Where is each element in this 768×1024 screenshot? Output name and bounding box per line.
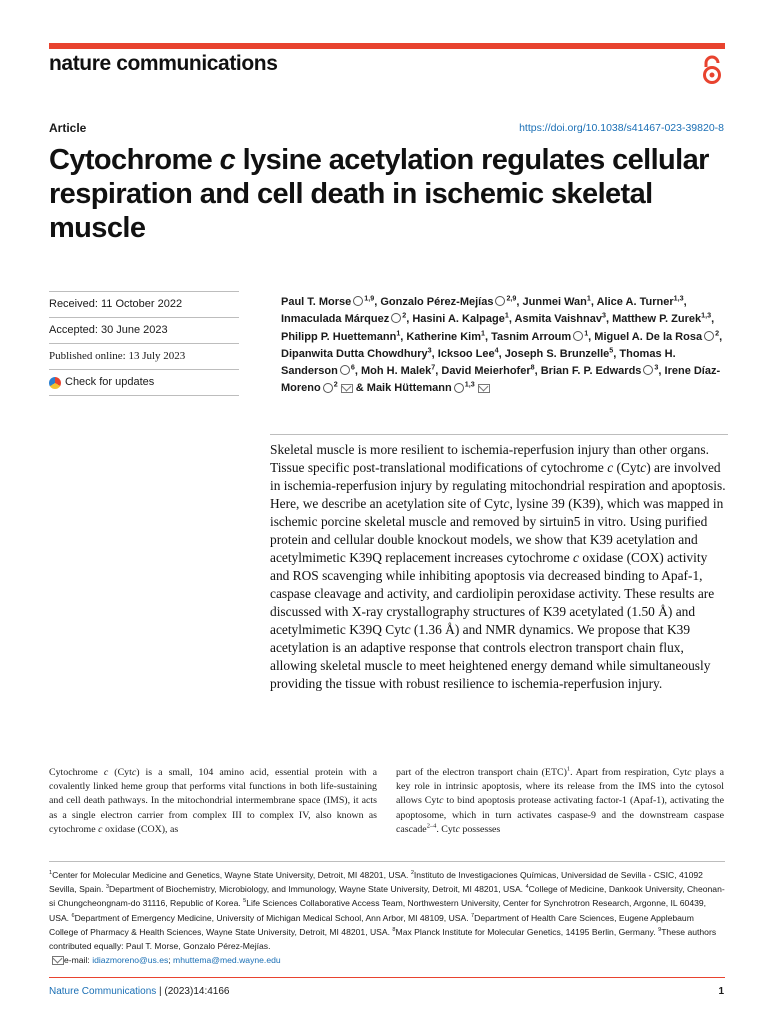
received-date: Received: 11 October 2022 [49, 291, 239, 317]
abstract-text: c [404, 622, 411, 637]
affiliation-text: Department of Health Care Sciences, Eugene Applebaum College of Pharmacy & Health Sciences, Wayne State University, Detroit, MI 48201, USA. [49, 912, 694, 937]
affiliations-footnotes [49, 861, 725, 967]
mail-icon[interactable] [478, 384, 490, 393]
orcid-icon[interactable] [323, 383, 333, 393]
author-name[interactable]: Irene Díaz-Moreno [281, 365, 721, 395]
author-affiliation-marker: 2,9 [506, 294, 517, 303]
affiliation-text: These authors contributed equally: Paul T. Morse, Gonzalo Pérez-Mejías. [49, 926, 717, 952]
author-name[interactable]: Alice A. Turner [596, 296, 674, 308]
affiliation-number: 1 [49, 870, 53, 877]
author-name[interactable]: Maik Hüttemann [366, 382, 452, 395]
author-affiliation-marker: 1 [504, 311, 509, 320]
author-affiliation-marker: 1,3 [673, 294, 684, 303]
author-name[interactable]: Brian F. P. Edwards [540, 365, 642, 378]
author-name[interactable]: Icksoo Lee [437, 347, 495, 360]
check-updates-label: Check for updates [65, 376, 155, 388]
abstract [270, 434, 728, 693]
body-text: (Cyt [108, 767, 132, 778]
body-text: plays a key role in intrinsic apoptosis, where its release from the IMS into the cytosol allows Cyt [396, 767, 724, 807]
author-affiliation-marker: 7 [431, 363, 436, 372]
abstract-text: (1.36 Å) and NMR dynamics. We propose that K39 acetylation is an adaptive response that controls electron transport chain flux, allowing skeletal muscle to meet heightened energy demand while simultaneously providing the tissue with robust resilience to ischemia-reperfusion injury. [270, 622, 711, 691]
orcid-icon[interactable] [454, 383, 464, 393]
author-affiliation-marker: 2 [333, 380, 338, 389]
affiliation-number: 5 [243, 898, 247, 905]
abstract-text: , lysine 39 (K39), which was mapped in ischemic porcine skeletal muscle and removed by sirtuin5 in vitro. Using purified protein and cellular double knockout models, we show that K39 acetylation and acetylmimetic K39Q replacement increases cytochrome [270, 496, 724, 565]
affiliation-number: 9 [658, 926, 662, 933]
email-link[interactable]: mhuttema@med.wayne.edu [173, 955, 281, 966]
author-affiliation-marker: 3 [427, 346, 432, 355]
author-affiliation-marker: 1 [481, 328, 485, 337]
author-name[interactable]: David Meierhofer [441, 365, 531, 378]
author-name[interactable]: Joseph S. Brunzelle [504, 347, 610, 360]
affiliation-number: 7 [471, 912, 475, 919]
email-separator: ; [168, 955, 174, 966]
affiliation-number: 6 [71, 912, 75, 919]
body-text: . Apart from respiration, Cyt [570, 767, 688, 778]
body-text: possesses [459, 823, 501, 835]
body-text: c [439, 795, 444, 807]
abstract-text: ) are involved in ischemia-reperfusion injury by regulating mitochondrial respiration and apoptosis. Here, we describe an acetylation site of Cyt [270, 460, 726, 511]
author-name[interactable]: Gonzalo Pérez-Mejías [380, 296, 494, 308]
orcid-icon[interactable] [391, 313, 401, 323]
body-text: c [103, 767, 109, 778]
affiliation-text: Department of Emergency Medicine, University of Michigan Medical School, Ann Arbor, MI 48109, USA. [74, 912, 472, 923]
footer-rule [49, 977, 725, 978]
affiliation-text: Life Sciences Collaborative Access Team, Northwestern University, Center for Synchrotron Research, Argonne, IL 60439, USA. [49, 898, 707, 923]
author-affiliation-marker: 1,3 [464, 380, 475, 389]
footer-journal-link[interactable]: Nature Communications [49, 986, 157, 997]
author-name[interactable]: Thomas H. Sanderson [281, 347, 676, 378]
article-title: Cytochrome c lysine acetylation regulates cellular respiration and cell death in ischemic skeletal muscle [49, 144, 709, 244]
abstract-text: Skeletal muscle is more resilient to ischemia-reperfusion injury than other organs. Tissue specific post-translational modifications of cytochrome [270, 442, 709, 475]
author-name[interactable]: Katherine Kim [406, 330, 481, 343]
abstract-text: c [503, 496, 510, 511]
author-affiliation-marker: 6 [350, 363, 355, 372]
author-name[interactable]: Dipanwita Dutta Chowdhury [281, 347, 428, 360]
body-text: oxidase (COX), as [102, 823, 179, 835]
author-name[interactable]: Tasnim Arroum [491, 330, 572, 343]
abstract-text: c [607, 460, 614, 475]
author-affiliation-marker: 1 [396, 328, 401, 337]
author-affiliation-marker: 8 [530, 363, 535, 372]
author-name[interactable]: Asmita Vaishnav [514, 313, 602, 326]
author-affiliation-marker: 1,9 [364, 294, 375, 303]
author-affiliation-marker: 4 [494, 346, 499, 355]
body-text: c [98, 823, 103, 835]
footer-citation: Nature Communications | (2023)14:4166 [49, 986, 230, 997]
affiliation-text: College of Medicine, Dankook University, Cheonan-si Chungcheongnam-do 31116, Republic of Korea. [49, 884, 725, 909]
open-access-icon [700, 54, 724, 86]
body-text: part of the electron transport chain (ETC) [396, 767, 567, 778]
body-text: Cytochrome [49, 767, 104, 778]
orcid-icon[interactable] [353, 296, 363, 306]
affiliation-number: 4 [525, 884, 529, 891]
body-text: . Cyt [436, 823, 456, 835]
affiliation-text: Instituto de Investigaciones Químicas, Universidad de Sevilla - CSIC, 41092 Sevilla, Spain. [49, 870, 703, 895]
affiliation-number: 2 [410, 870, 414, 877]
author-name[interactable]: Inmaculada Márquez [281, 313, 390, 326]
author-name[interactable]: Philipp P. Huettemann [281, 330, 397, 343]
affiliation-number: 8 [392, 926, 396, 933]
abstract-text: (Cyt [613, 460, 641, 475]
author-affiliation-marker: 3 [654, 363, 659, 372]
affiliation-text: Center for Molecular Medicine and Genetics, Wayne State University, Detroit, MI 48201, USA. [52, 870, 411, 880]
affiliation-text: Department of Biochemistry, Microbiology, and Immunology, Wayne State University, Detroit, MI 48201, USA. [108, 884, 526, 895]
body-text: c [455, 823, 460, 835]
page-number: 1 [718, 986, 724, 997]
mail-icon [52, 956, 64, 965]
author-affiliation-marker: 5 [609, 346, 614, 355]
abstract-text: c [640, 460, 647, 475]
orcid-icon[interactable] [573, 331, 583, 341]
author-name[interactable]: Matthew P. Zurek [612, 313, 702, 326]
email-link[interactable]: idiazmoreno@us.es [92, 955, 169, 966]
orcid-icon[interactable] [643, 365, 653, 375]
body-text-right-column [396, 766, 724, 837]
abstract-text: oxidase (COX) activity and ROS scavenging while inhibiting apoptosis via decreased binding to Apaf-1, caspase cleavage and activity, and cardiolipin peroxidase activity. These results are discussed with X-ray crystallography structures of K39 acetylated (1.50 Å) and acetylmimetic K39Q Cyt [270, 550, 715, 637]
orcid-icon[interactable] [340, 365, 350, 375]
author-list: Paul T. Morse $^{1,9}$, Gonzalo Pérez-Mejías $^{2,9}$, Junmei Wan$^1$, Alice A. Turner$^{1,3}$, Inmaculada Márquez $^2$, Hasini A. Kalpage$^1$, Asmita Vaishnav$^3$, Matthew P. Zurek$^{1,3}$, Philipp P. Huettemann$^1$, Katherine Kim$^1$, Tasnim Arroum $^1$, Miguel A. De la Rosa $^2$, Dipanwita Dutta Chowdhury$^3$, Icksoo Lee$^4$, Joseph S. Brunzelle$^5$, Thomas H. Sanderson $^6$, Moh H. Malek$^7$, David Meierhofer$^8$, Brian F. P. Edwards $^3$, Irene Díaz-Moreno $^2$ & Maik Hüttemann $^{1,3}$ [281, 294, 723, 395]
author-affiliation-marker: 1,3 [701, 311, 712, 320]
check-for-updates-button[interactable] [49, 369, 239, 396]
author-affiliation-marker: 1 [584, 328, 589, 337]
author-affiliation-marker: 3 [601, 311, 606, 320]
body-text-left-column [49, 766, 377, 837]
journal-name: nature communications [49, 52, 278, 75]
accepted-date: Accepted: 30 June 2023 [49, 317, 239, 343]
affiliation-number: 3 [105, 884, 109, 891]
body-text: 1 [566, 765, 571, 773]
author-name[interactable]: Moh H. Malek [360, 365, 432, 378]
affiliation-text: Max Planck Institute for Molecular Genetics, 14195 Berlin, Germany. [395, 926, 659, 937]
doi-link[interactable]: https://doi.org/10.1038/s41467-023-39820-8 [519, 122, 724, 134]
article-type-label: Article [49, 121, 87, 135]
mail-icon[interactable] [341, 384, 353, 393]
check-updates-icon [49, 377, 61, 389]
orcid-icon[interactable] [704, 331, 714, 341]
body-text: c [131, 767, 137, 778]
author-name[interactable]: Miguel A. De la Rosa [594, 330, 703, 343]
orcid-icon[interactable] [495, 296, 505, 306]
author-name[interactable]: Paul T. Morse [281, 296, 352, 308]
author-name[interactable]: Junmei Wan [522, 296, 587, 308]
published-date: Published online: 13 July 2023 [49, 343, 239, 369]
article-dates [49, 291, 239, 396]
body-text: ) is a small, 104 amino acid, essential protein with a covalently linked heme group that performs vital functions in both life-sustaining and cell death pathways. In the mitochondrial intermembrane space (IMS), it acts as a single electron carrier from complex III to complex IV, also known as cytochrome [49, 767, 377, 835]
body-text: 2–4 [426, 822, 437, 830]
author-name[interactable]: Hasini A. Kalpage [412, 313, 505, 326]
author-affiliation-marker: 2 [715, 328, 720, 337]
body-text: c [687, 767, 692, 778]
abstract-text: c [573, 550, 579, 565]
journal-top-rule [49, 43, 725, 49]
email-label: e-mail: [64, 955, 93, 966]
author-affiliation-marker: 2 [402, 311, 407, 320]
body-text: to bind apoptosis protease activating factor-1 (Apaf-1), activating the apoptosome, which in turn activates caspase-9 and the downstream caspase cascade [396, 795, 724, 835]
author-affiliation-marker: 1 [586, 294, 591, 303]
